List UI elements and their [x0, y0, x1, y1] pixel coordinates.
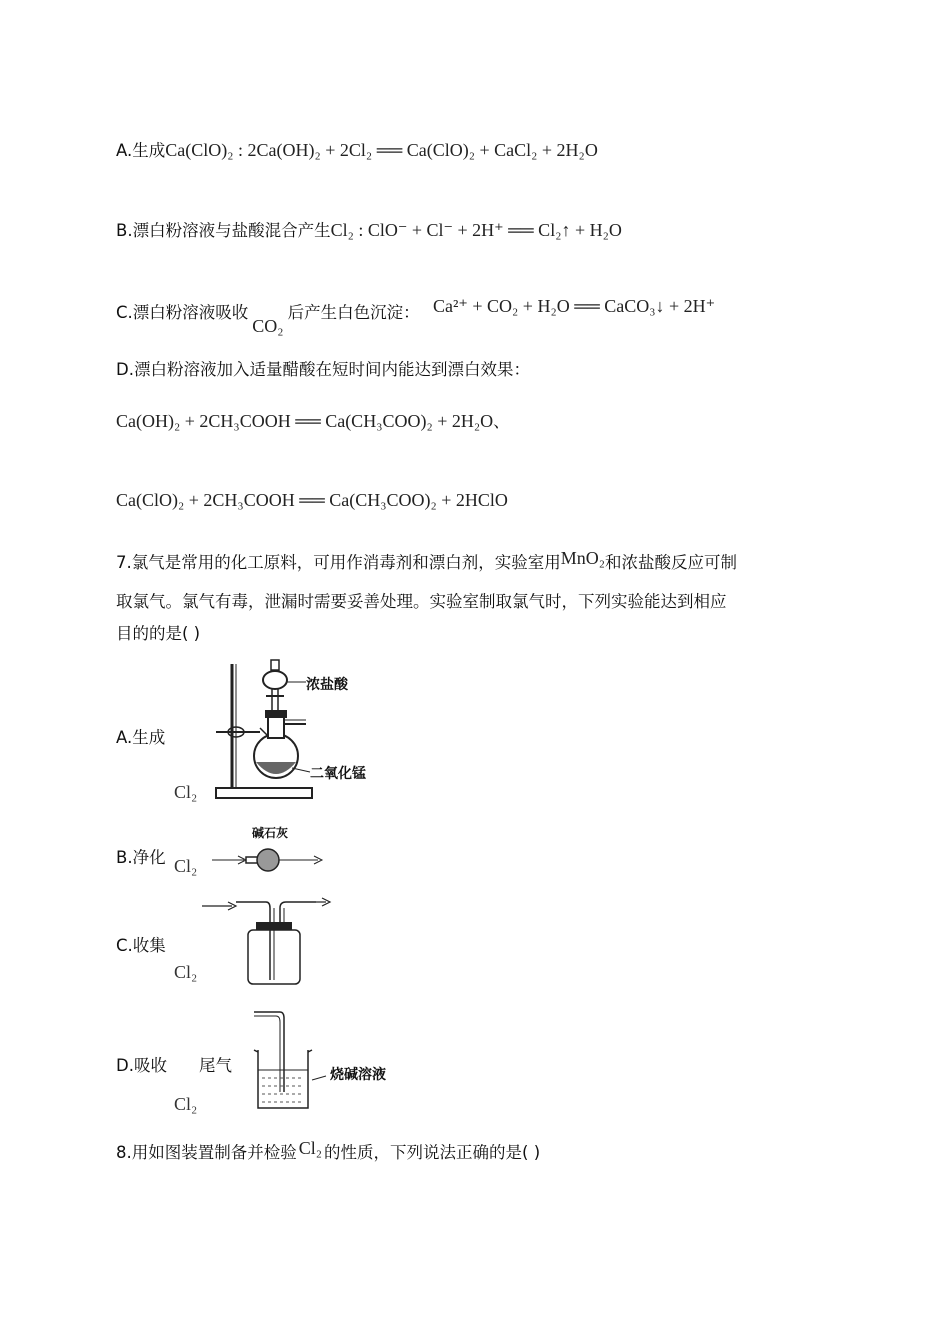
q7-stem-line-1 — [116, 550, 737, 575]
q7-option-a-formula: Cl₂ — [174, 782, 198, 802]
q6-option-a — [116, 138, 598, 163]
q6-option-c-equation: Ca²⁺ + CO₂ + H₂O ══ CaCO₃↓ + 2H⁺ — [432, 296, 716, 316]
beaker-figure — [250, 1008, 330, 1112]
q7-option-c-label: C.收集 — [116, 936, 166, 955]
soda-lime-label: 碱石灰 — [252, 826, 289, 840]
q6-option-b-label: B.漂白粉溶液与盐酸混合产生 — [116, 221, 331, 240]
q7-stem-text-a: 7.氯气是常用的化工原料，可用作消毒剂和漂白剂，实验室用 — [116, 553, 561, 572]
gas-bottle-figure — [196, 896, 336, 986]
q8-stem-text-a: 8.用如图装置制备并检验 — [116, 1143, 297, 1162]
q7-option-b-formula: Cl₂ — [174, 856, 198, 876]
q7-option-d-label-1: D.吸收 — [116, 1056, 167, 1075]
conc-hcl-label: 浓盐酸 — [306, 677, 348, 693]
q6-option-c-co2: CO₂ — [252, 316, 284, 336]
q6-option-d-equation-2: Ca(ClO)₂ + 2CH₃COOH ══ Ca(CH₃COO)₂ + 2HClO — [116, 490, 508, 510]
q7-stem-line-2: 取氯气。氯气有毒，泄漏时需要妥善处理。实验室制取氯气时，下列实验能达到相应 — [116, 592, 727, 611]
q7-option-d-label — [116, 1054, 232, 1078]
q8-stem-formula: Cl₂ — [298, 1138, 323, 1158]
drying-tube-figure — [210, 840, 330, 880]
q6-option-d-eq-separator: 、 — [493, 412, 510, 431]
q6-option-c-label-2: 后产生白色沉淀： — [287, 303, 420, 322]
q6-option-a-equation: Ca(ClO)₂ : 2Ca(OH)₂ + 2Cl₂ ══ Ca(ClO)₂ + CaCl₂ + 2H₂O — [165, 140, 598, 160]
q8-stem — [116, 1140, 540, 1165]
q7-option-d-formula: Cl₂ — [174, 1094, 198, 1114]
q8-stem-text-b: 的性质，下列说法正确的是( ) — [324, 1143, 541, 1162]
naoh-solution-label: 烧碱溶液 — [330, 1067, 386, 1083]
q6-option-d-eq2-line — [116, 488, 508, 513]
q6-option-c — [116, 296, 716, 336]
q7-option-c-formula: Cl₂ — [174, 962, 198, 982]
q6-option-c-label-1: C.漂白粉溶液吸收 — [116, 303, 249, 322]
q7-stem-text-b: 和浓盐酸反应可制 — [605, 553, 738, 572]
q6-option-d-label: D.漂白粉溶液加入适量醋酸在短时间内能达到漂白效果： — [116, 360, 530, 379]
q7-stem-line-3: 目的的是( ) — [116, 624, 201, 643]
q6-option-b — [116, 218, 622, 243]
mno2-label: 二氧化锰 — [310, 766, 366, 782]
q7-option-b-label: B.净化 — [116, 848, 166, 867]
q6-option-d-eq1-line — [116, 409, 510, 434]
q7-option-d-label-2: 尾气 — [198, 1056, 232, 1075]
q6-option-b-equation: Cl₂ : ClO⁻ + Cl⁻ + 2H⁺ ══ Cl₂↑ + H₂O — [330, 220, 622, 240]
q6-option-d-equation-1: Ca(OH)₂ + 2CH₃COOH ══ Ca(CH₃COO)₂ + 2H₂O — [116, 411, 494, 431]
q6-option-a-label: A.生成 — [116, 141, 166, 160]
q7-option-a-label: A.生成 — [116, 728, 166, 747]
q7-stem-mno2: MnO₂ — [560, 548, 606, 568]
